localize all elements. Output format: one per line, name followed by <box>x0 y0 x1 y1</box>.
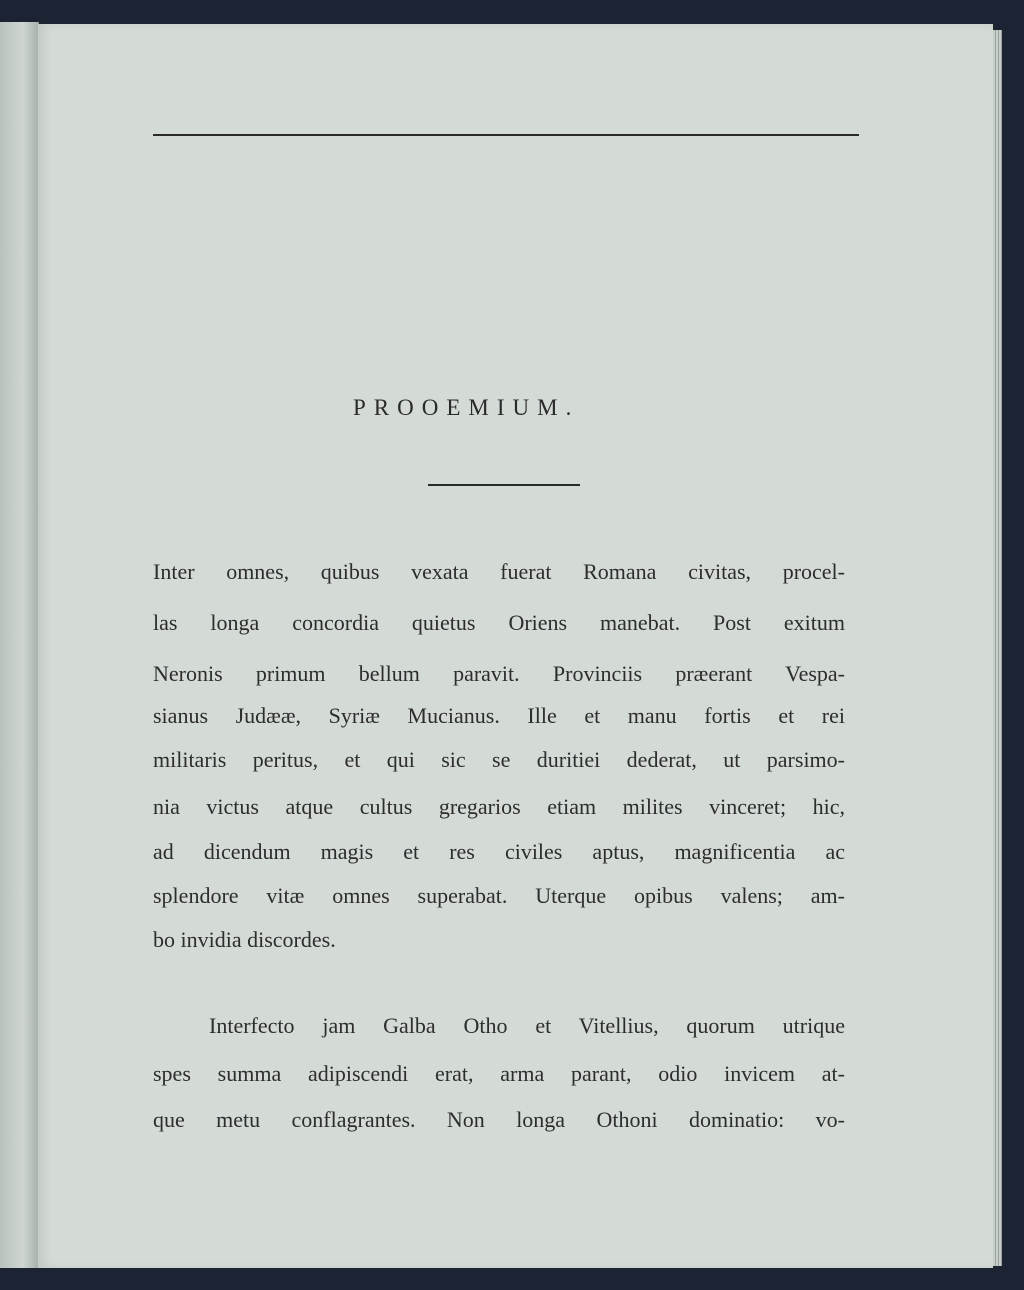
left-page-edge <box>0 22 39 1268</box>
page-stack-edge <box>993 30 1002 1266</box>
text-line: que metu conflagrantes. Non longa Othoni dominatio: vo- <box>153 1107 845 1132</box>
text-line: bo invidia discordes. <box>153 927 336 952</box>
text-line: Interfecto jam Galba Otho et Vitellius, quorum utrique <box>209 1013 845 1038</box>
text-line: Neronis primum bellum paravit. Provinciis præerant Vespa- <box>153 661 845 686</box>
text-line: militaris peritus, et qui sic se duritiei dederat, ut parsimo- <box>153 747 845 772</box>
text-line: ad dicendum magis et res civiles aptus, magnificentia ac <box>153 839 845 864</box>
text-line: nia victus atque cultus gregarios etiam milites vinceret; hic, <box>153 794 845 819</box>
page-title: PROOEMIUM. <box>353 395 580 420</box>
text-line: las longa concordia quietus Oriens manebat. Post exitum <box>153 610 845 635</box>
text-line: splendore vitæ omnes superabat. Uterque opibus valens; am- <box>153 883 845 908</box>
top-rule <box>153 134 859 136</box>
title-rule <box>428 484 580 486</box>
text-line: Inter omnes, quibus vexata fuerat Romana civitas, procel- <box>153 559 845 584</box>
text-line: sianus Judææ, Syriæ Mucianus. Ille et manu fortis et rei <box>153 703 845 728</box>
text-line: spes summa adipiscendi erat, arma parant, odio invicem at- <box>153 1061 845 1086</box>
